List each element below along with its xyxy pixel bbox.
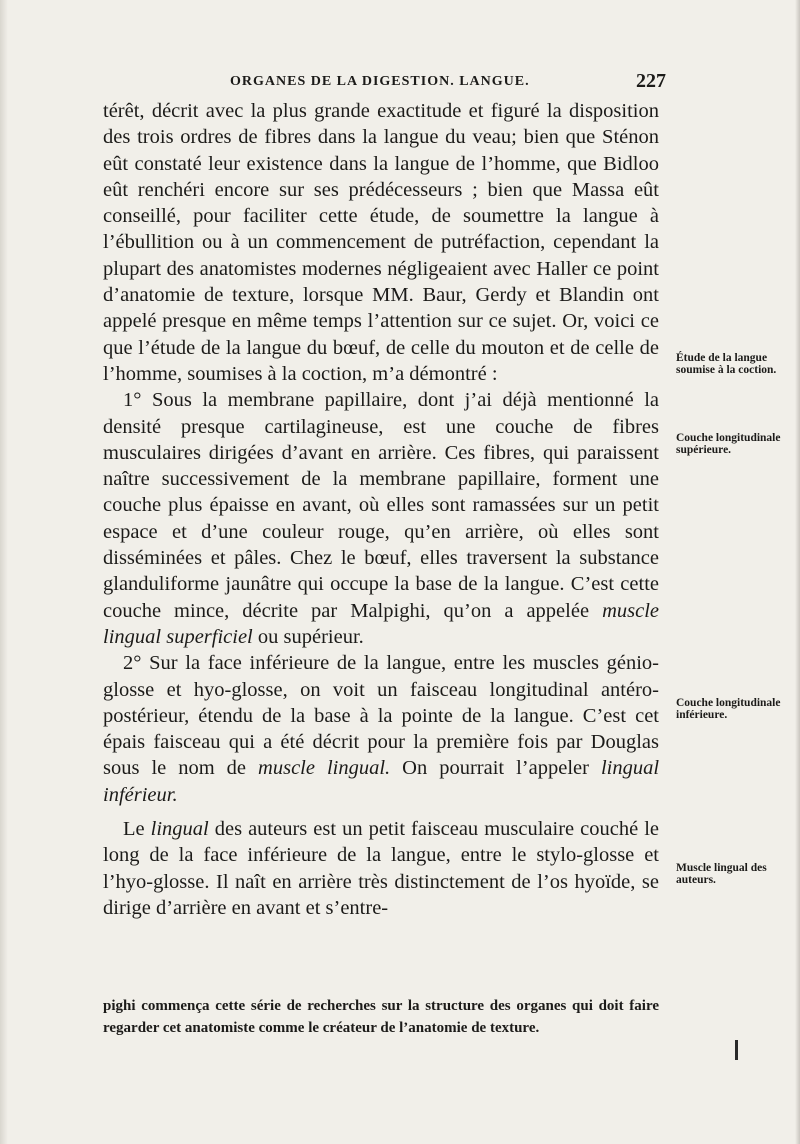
margin-note-inferior-layer: Couche longitudinale inférieure. (676, 697, 781, 721)
page-edge-left (0, 0, 8, 1144)
item-2-term: muscle lingual. (258, 757, 391, 780)
margin-note-lingual-muscle: Muscle lingual des auteurs. (676, 862, 767, 886)
body-text (103, 98, 659, 921)
item-2-term-2: lingual inférieur. (103, 757, 660, 806)
page-number: 227 (636, 70, 666, 92)
running-head-title: ORGANES DE LA DIGESTION. LANGUE. (230, 74, 530, 89)
paragraph-continuation-text: térêt, décrit avec la plus grande exactitude et figuré la disposition des trois ordres de fibres dans la langue du veau; bien que Sténon eût constaté leur existence dans la langue de l’homme, que Bidloo eût renchéri encore sur ses prédécesseurs ; bien que Massa eût conseillé, pour faciliter cette étude, de soumettre la langue à l’ébullition ou à un commencement de putréfaction, cependant la plupart des anatomistes modernes négligeaient avec Haller ce point d’anatomie de texture, lorsque MM. Baur, Gerdy et Blandin ont appelé presque en même temps l’attention sur ce sujet. Or, voici ce que l’étude de la langue du bœuf, de celle du mouton et de celle de l’homme, soumises à la coction, m’a démontré : (103, 100, 659, 385)
item-3-text: des auteurs est un petit faisceau musculaire couché le long de la face inférieure de la langue, entre le stylo-glosse et l’hyo-glosse. Il naît en arrière très distinctement de l’os hyoïde, se dirige d’arrière en avant et s’entre- (103, 818, 659, 919)
item-1-text: 1° Sous la membrane papillaire, dont j’ai déjà mentionné la densité presque cartilagineuse, est une couche de fibres musculaires dirigées d’avant en arrière. Ces fibres, qui paraissent naître successivement de la membrane papillaire, forment une couche plus épaisse en avant, où elles sont ramassées sur un petit espace et d’une couleur rouge, qu’en arrière, où elles sont disséminées et pâles. Chez le bœuf, elles traversent la substance glanduliforme jaunâtre qui occupe la base de la langue. C’est cette couche mince, décrite par Malpighi, qu’on a appelée (103, 389, 659, 622)
page-edge-mark (735, 1040, 738, 1060)
footnote-text: pighi commença cette série de recherches sur la structure des organes qui doit faire regarder cet anatomiste comme le créateur de l’anatomie de texture. (103, 998, 659, 1036)
item-2-mid: On pourrait l’appeler (390, 757, 601, 780)
paragraph-item-1 (103, 387, 659, 650)
paragraph-continuation (103, 98, 659, 387)
paragraph-item-3 (103, 816, 659, 921)
paragraph-item-2 (103, 650, 659, 808)
margin-note-coction: Étude de la langue soumise à la coction. (676, 352, 777, 376)
item-3-term: lingual (150, 818, 209, 841)
footnote (103, 995, 659, 1039)
margin-note-superior-layer: Couche longitudinale supérieure. (676, 432, 781, 456)
item-3-lead: Le (123, 818, 151, 841)
page-edge-right (795, 0, 800, 1144)
item-1-term: muscle lingual superficiel (103, 599, 659, 648)
item-1-tail: ou supérieur. (252, 625, 364, 648)
item-2-text: 2° Sur la face inférieure de la langue, entre les muscles génio-glosse et hyo-glosse, on voit un faisceau longitudinal antéro-postérieur, étendu de la base à la pointe de la langue. C’est cet épais faisceau qui a été décrit pour la première fois par Douglas sous le nom de (103, 652, 659, 780)
